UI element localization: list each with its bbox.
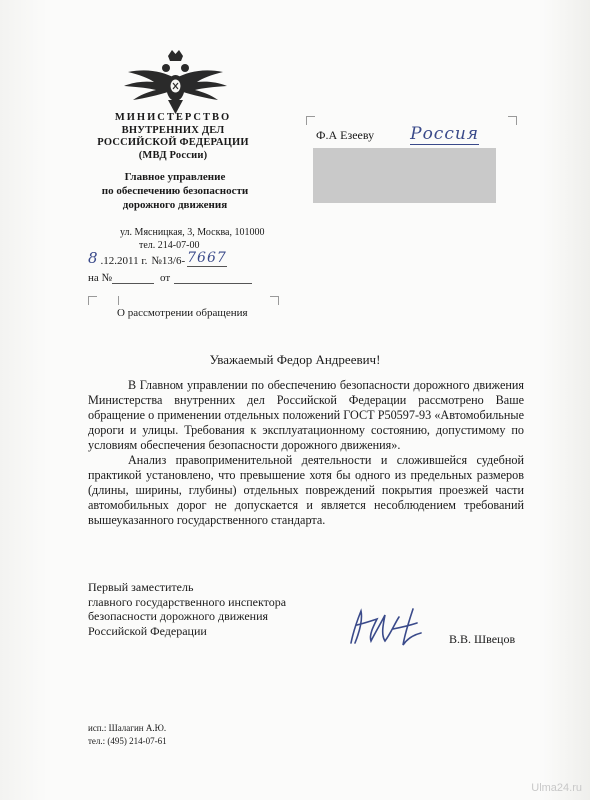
ministry-name [88,112,258,162]
title-line: Российской Федерации [88,623,207,638]
title-line: безопасности дорожного движения [88,609,269,623]
directorate-line: дорожного движения [122,199,228,211]
executor-phone: тел.: (495) 214-07-61 [88,736,167,746]
outgoing-number-line [88,250,328,267]
site-watermark: Ulma24.ru [531,782,582,794]
corner-bracket [306,116,315,125]
salutation: Уважаемый Федор Андреевич! [209,352,381,367]
number-prefix: №13/6- [151,255,186,267]
registration-block [88,250,328,284]
ministry-line: ВНУТРЕННИХ ДЕЛ [121,124,225,136]
corner-bracket [118,296,119,305]
corner-bracket [88,296,97,305]
handwritten-number: 7667 [187,250,227,266]
directorate-line: Главное управление [124,171,226,183]
signatory-title [88,580,328,638]
corner-bracket [508,116,517,125]
phone-line: тел. 214-07-00 [139,240,200,251]
handwritten-day: 8 [88,249,98,267]
corner-bracket [270,296,279,305]
redacted-address-block [313,148,496,203]
recipient [316,124,479,145]
address-line: ул. Мясницкая, 3, Москва, 101000 [120,227,265,238]
ministry-line: РОССИЙСКОЙ ФЕДЕРАЦИИ [97,137,249,148]
ref-number-blank [112,283,154,284]
ministry-line: МИНИСТЕРСТВО [114,112,232,123]
directorate-line: по обеспечению безопасности [101,185,249,197]
subject-line: О рассмотрении обращения [117,307,248,319]
body-paragraph: В Главном управлении по обеспечению безопасности дорожного движения Министерства внутренних дел Российской Федерации рассмотрено Ваше обращение о применении отдельных положений ГОСТ Р50597-93 «Автомобильные дороги и улицы. Требования к эксплуатационному состоянию, допустимому по условиям обеспечения безопасности дорожного движения». [88,378,524,452]
ref-from-label: от [160,272,171,284]
executor-name: исп.: Шалагин А.Ю. [88,723,167,733]
body-paragraph: Анализ правоприменительной деятельности и сложившейся судебной практикой установлено, что превышение хотя бы одного из предельных размеров (длины, ширины, глубины) отдельных повреждений покрытия проезжей части автомобильных дорог не допускается и является несоблюдением требований вышеуказанного государственного стандарта. [88,453,524,527]
directorate-name [80,170,270,212]
title-line: Первый заместитель [88,580,194,594]
executor-info [88,722,167,748]
handwritten-recipient-note: Россия [410,124,480,144]
letter-body [88,378,524,528]
signer-name: В.В. Швецов [449,632,516,646]
title-line: главного государственного инспектора [88,594,287,609]
handwritten-signature-icon [343,603,438,648]
ref-date-blank [174,283,252,284]
eagle-emblem-icon [118,48,233,118]
ref-label: на № [88,272,113,284]
sender-address [88,226,328,252]
date-printed: .12.2011 г. [100,255,148,267]
ministry-line: (МВД России) [138,149,208,161]
recipient-name: Ф.А Езееву [316,128,375,142]
reference-line [88,267,328,284]
